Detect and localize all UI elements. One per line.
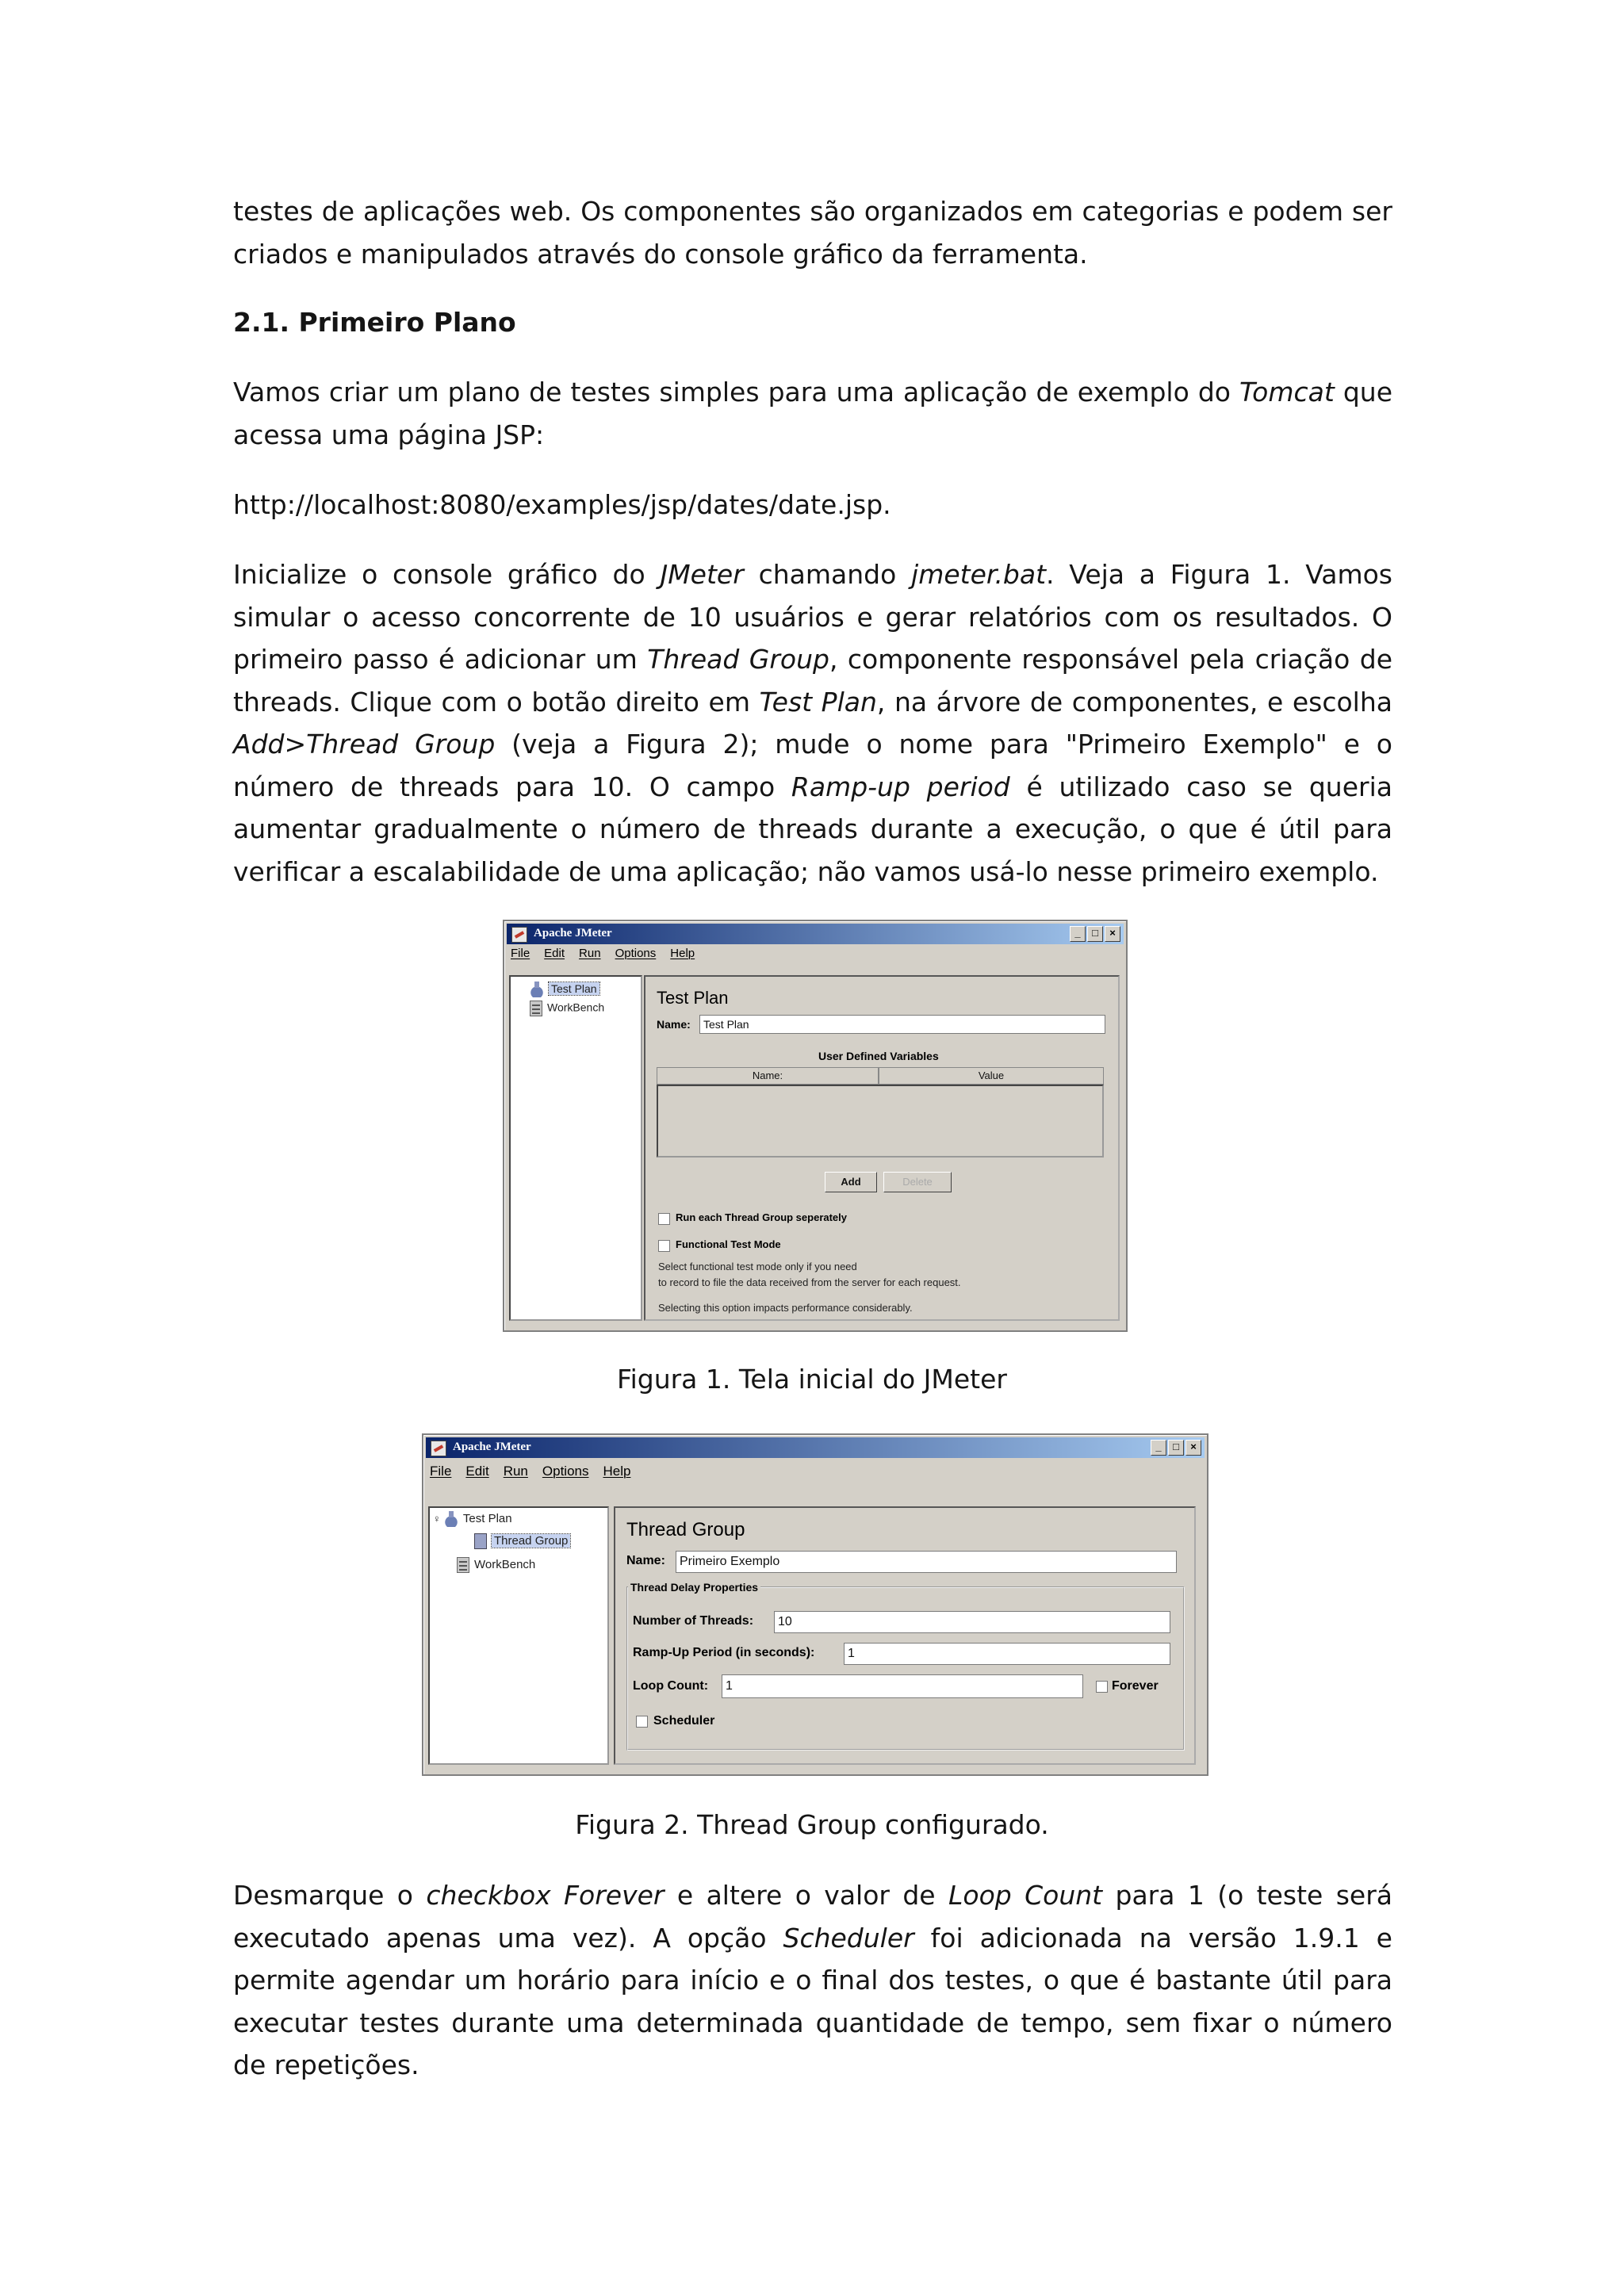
p2-bat: jmeter.bat: [911, 559, 1047, 590]
p2-t4: , componente responsável pela criação de threads. Clique com o botão direito em: [233, 644, 1392, 718]
p1-text-b: que acessa uma página JSP:: [233, 377, 1393, 450]
threads-input[interactable]: 10: [774, 1611, 1170, 1633]
tree-item-test-plan[interactable]: [433, 1511, 512, 1527]
threads-label: Number of Threads:: [633, 1614, 754, 1628]
p3-t1: Desmarque o: [233, 1880, 427, 1911]
p2-t1: Inicialize o console gráfico do: [233, 559, 661, 590]
menu-help[interactable]: Help: [670, 947, 695, 960]
forever-checkbox[interactable]: [1096, 1681, 1108, 1693]
panel-title: Thread Group: [626, 1519, 745, 1540]
figure1-window: [503, 920, 1128, 1332]
scheduler-label: Scheduler: [653, 1714, 715, 1728]
workbench-icon: [457, 1557, 469, 1573]
maximize-icon[interactable]: □: [1168, 1440, 1184, 1456]
run-each-label: Run each Thread Group seperately: [676, 1211, 848, 1223]
workbench-icon: [530, 1001, 542, 1016]
p2-ramp: Ramp-up period: [791, 771, 1010, 802]
tree-item-thread-group[interactable]: [474, 1533, 570, 1549]
p2-add: Add>Thread Group: [233, 729, 496, 760]
add-button[interactable]: Add: [825, 1172, 877, 1192]
figure2-window: [422, 1433, 1208, 1776]
p3-t3: para 1 (o teste será executado apenas uma vez). A opção: [233, 1880, 1393, 1954]
delete-button[interactable]: Delete: [883, 1172, 952, 1192]
menu-help[interactable]: Help: [603, 1464, 631, 1479]
functional-mode-label: Functional Test Mode: [676, 1238, 781, 1250]
name-input[interactable]: Test Plan: [699, 1015, 1105, 1034]
p3-loopcount: Loop Count: [948, 1880, 1103, 1911]
udv-title: User Defined Variables: [818, 1050, 939, 1062]
p2-t2: chamando: [743, 559, 912, 590]
paragraph-3: [233, 1874, 1392, 2087]
intro-paragraph: [233, 190, 1392, 275]
ramp-up-input[interactable]: 1: [844, 1643, 1170, 1665]
menu-edit[interactable]: Edit: [465, 1464, 489, 1479]
figure1-tree: [509, 975, 642, 1321]
close-icon[interactable]: ×: [1185, 1440, 1201, 1456]
loop-count-input[interactable]: 1: [722, 1674, 1083, 1698]
tree-item-workbench[interactable]: [457, 1557, 535, 1573]
figure2-menubar: [430, 1464, 630, 1479]
p3-t2: e altere o valor de: [664, 1880, 948, 1911]
figure2-titlebar: [426, 1437, 1205, 1458]
tree-label-test-plan: Test Plan: [462, 1511, 512, 1525]
menu-run[interactable]: Run: [579, 947, 601, 960]
scheduler-checkbox[interactable]: [636, 1716, 648, 1728]
help-line-3: Selecting this option impacts performance considerably.: [658, 1302, 913, 1314]
maximize-icon[interactable]: □: [1087, 926, 1103, 942]
figure2-main-panel: [614, 1506, 1196, 1765]
test-plan-icon: [530, 982, 544, 997]
panel-title: Test Plan: [657, 988, 729, 1008]
p2-t5: , na árvore de componentes, e escolha: [876, 686, 1392, 718]
figure1-menubar: [511, 947, 695, 960]
p2-testplan: Test Plan: [759, 686, 877, 718]
figure2-caption: Figura 2. Thread Group configurado.: [575, 1809, 1049, 1840]
minimize-icon[interactable]: _: [1151, 1440, 1166, 1456]
close-icon[interactable]: ×: [1105, 926, 1120, 942]
ramp-up-label: Ramp-Up Period (in seconds):: [633, 1646, 815, 1659]
p2-threadgroup: Thread Group: [647, 644, 829, 675]
p1-text-a: Vamos criar um plano de testes simples para uma aplicação de exemplo do: [233, 377, 1240, 408]
menu-run[interactable]: Run: [503, 1464, 528, 1479]
p3-t4: foi adicionada na versão 1.9.1 e permite agendar um horário para início e o final dos testes, o que é bastante útil para executar testes durante uma determinada quantidade de tempo, sem fixar o número de repetições.: [233, 1922, 1392, 2080]
window-title: Apache JMeter: [534, 927, 612, 939]
menu-file[interactable]: File: [511, 947, 530, 960]
figure2-tree: [428, 1506, 609, 1765]
figure1-main-panel: [644, 975, 1120, 1321]
thread-group-icon: [474, 1533, 487, 1549]
url-line: http://localhost:8080/examples/jsp/dates/date.jsp.: [233, 489, 891, 520]
tree-label-workbench: WorkBench: [547, 1001, 605, 1014]
jmeter-app-icon: [431, 1441, 446, 1456]
figure1-caption: Figura 1. Tela inicial do JMeter: [617, 1364, 1007, 1395]
p2-t3: . Veja a Figura 1. Vamos simular o acesso concorrente de 10 usuários e gerar relatórios com os resultados. O primeiro passo é adicionar um: [233, 559, 1392, 675]
figure1-titlebar: [507, 924, 1124, 944]
forever-label: Forever: [1112, 1679, 1159, 1693]
p1-tomcat: Tomcat: [1239, 377, 1335, 408]
help-line-1: Select functional test mode only if you need: [658, 1261, 857, 1272]
tree-label-workbench: WorkBench: [474, 1557, 536, 1571]
column-value[interactable]: Value: [879, 1067, 1104, 1085]
p2-jmeter: JMeter: [660, 559, 744, 590]
jmeter-app-icon: [511, 927, 527, 943]
name-label: Name:: [657, 1018, 691, 1031]
p3-scheduler: Scheduler: [783, 1922, 914, 1954]
menu-file[interactable]: File: [430, 1464, 452, 1479]
udv-table-body[interactable]: [657, 1085, 1104, 1158]
tree-item-workbench[interactable]: [530, 1001, 604, 1016]
minimize-icon[interactable]: _: [1070, 926, 1086, 942]
menu-edit[interactable]: Edit: [544, 947, 565, 960]
menu-options[interactable]: Options: [542, 1464, 589, 1479]
test-plan-icon: [444, 1511, 458, 1527]
run-each-checkbox[interactable]: [658, 1213, 670, 1225]
p2-t6: (veja a Figura 2); mude o nome para "Primeiro Exemplo" e o número de threads para 10. O campo: [233, 729, 1392, 802]
paragraph-2: [233, 553, 1392, 893]
p3-checkbox: checkbox Forever: [426, 1880, 665, 1911]
p2-t7: é utilizado caso se queria aumentar gradualmente o número de threads durante a execução, o que é útil para verificar a escalabilidade de uma aplicação; não vamos usá-lo nesse primeiro exemplo.: [233, 771, 1392, 887]
column-name[interactable]: Name:: [657, 1067, 879, 1085]
tree-item-test-plan[interactable]: [530, 982, 599, 997]
help-line-2: to record to file the data received from the server for each request.: [658, 1276, 961, 1288]
functional-mode-checkbox[interactable]: [658, 1240, 670, 1252]
name-input[interactable]: Primeiro Exemplo: [676, 1551, 1177, 1573]
loop-count-label: Loop Count:: [633, 1679, 709, 1693]
tree-label-thread-group: Thread Group: [492, 1534, 570, 1548]
paragraph-1: [233, 371, 1392, 456]
section-heading: 2.1. Primeiro Plano: [233, 307, 516, 338]
menu-options[interactable]: Options: [615, 947, 657, 960]
tree-expand-icon[interactable]: ♀: [433, 1512, 441, 1525]
name-label: Name:: [626, 1554, 665, 1567]
window-title: Apache JMeter: [453, 1441, 531, 1453]
intro-text: testes de aplicações web. Os componentes são organizados em categorias e podem ser criados e manipulados através do console gráfico da ferramenta.: [233, 196, 1392, 270]
group-title: Thread Delay Properties: [630, 1581, 759, 1594]
tree-label-test-plan: Test Plan: [549, 982, 599, 995]
